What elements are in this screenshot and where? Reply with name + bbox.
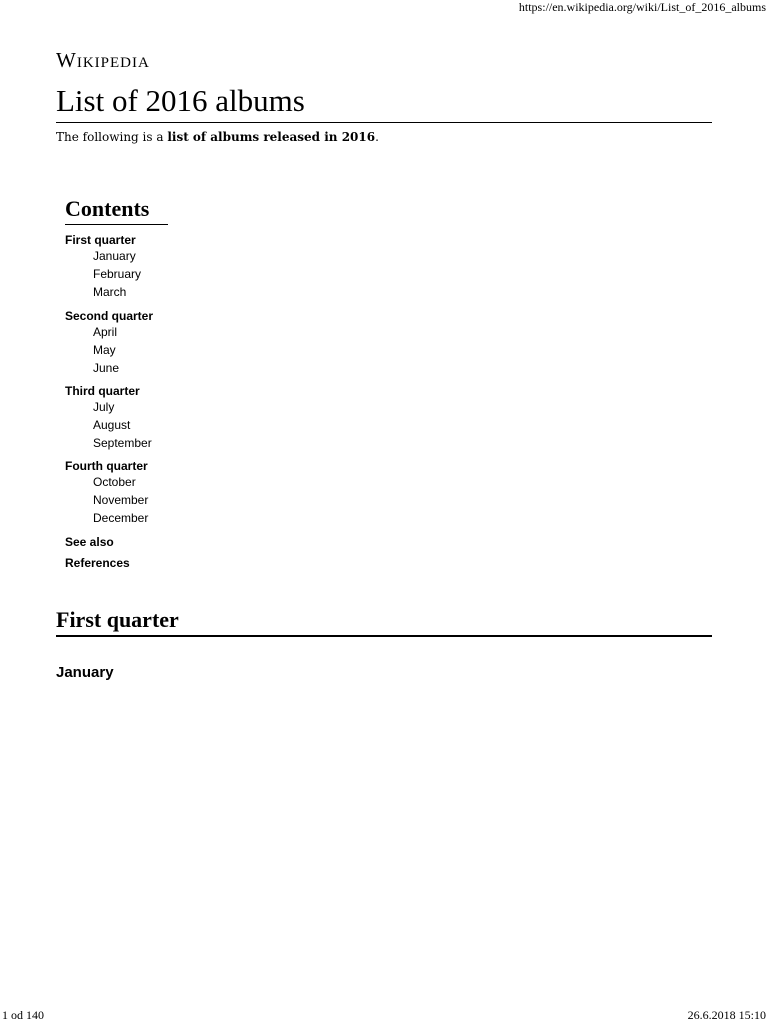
toc-item-october[interactable]: October: [93, 475, 136, 489]
toc-item-september[interactable]: September: [93, 436, 152, 450]
toc-item-second-quarter[interactable]: Second quarter: [65, 309, 154, 323]
toc-title: Contents: [65, 196, 150, 221]
toc-item-see-also[interactable]: See also: [65, 535, 114, 549]
toc-item-march[interactable]: March: [93, 285, 127, 299]
toc-item-august[interactable]: August: [93, 418, 131, 432]
print-footer-datetime: 26.6.2018 15:10: [687, 1008, 766, 1022]
lead-text-prefix: The following is a: [56, 130, 168, 144]
toc-item-december[interactable]: December: [93, 511, 149, 525]
toc-item-may[interactable]: May: [93, 343, 116, 357]
toc-item-november[interactable]: November: [93, 493, 149, 507]
lead-paragraph: [56, 129, 379, 145]
page-title: List of 2016 albums: [56, 83, 305, 118]
toc-item-february[interactable]: February: [93, 267, 142, 281]
toc-item-references[interactable]: References: [65, 556, 130, 570]
toc-item-june[interactable]: June: [93, 361, 120, 375]
print-footer-page: 1 od 140: [2, 1008, 44, 1022]
toc-item-third-quarter[interactable]: Third quarter: [65, 384, 140, 398]
toc-item-january[interactable]: January: [93, 249, 136, 263]
wikipedia-wordmark[interactable]: Wikipedia: [56, 48, 150, 72]
toc-title-divider: [65, 224, 168, 225]
lead-link[interactable]: list of albums released in 2016: [167, 130, 376, 144]
toc-item-april[interactable]: April: [93, 325, 118, 339]
print-header-url: https://en.wikipedia.org/wiki/List_of_2016_albums: [518, 0, 766, 14]
toc-item-first-quarter[interactable]: First quarter: [65, 233, 136, 247]
section-divider: [56, 635, 712, 637]
section-heading-first-quarter: First quarter: [56, 607, 179, 632]
title-divider: [56, 122, 712, 123]
toc-item-fourth-quarter[interactable]: Fourth quarter: [65, 459, 148, 473]
lead-text-suffix: .: [375, 130, 379, 144]
subsection-heading-january: January: [56, 664, 114, 681]
toc-item-july[interactable]: July: [93, 400, 115, 414]
